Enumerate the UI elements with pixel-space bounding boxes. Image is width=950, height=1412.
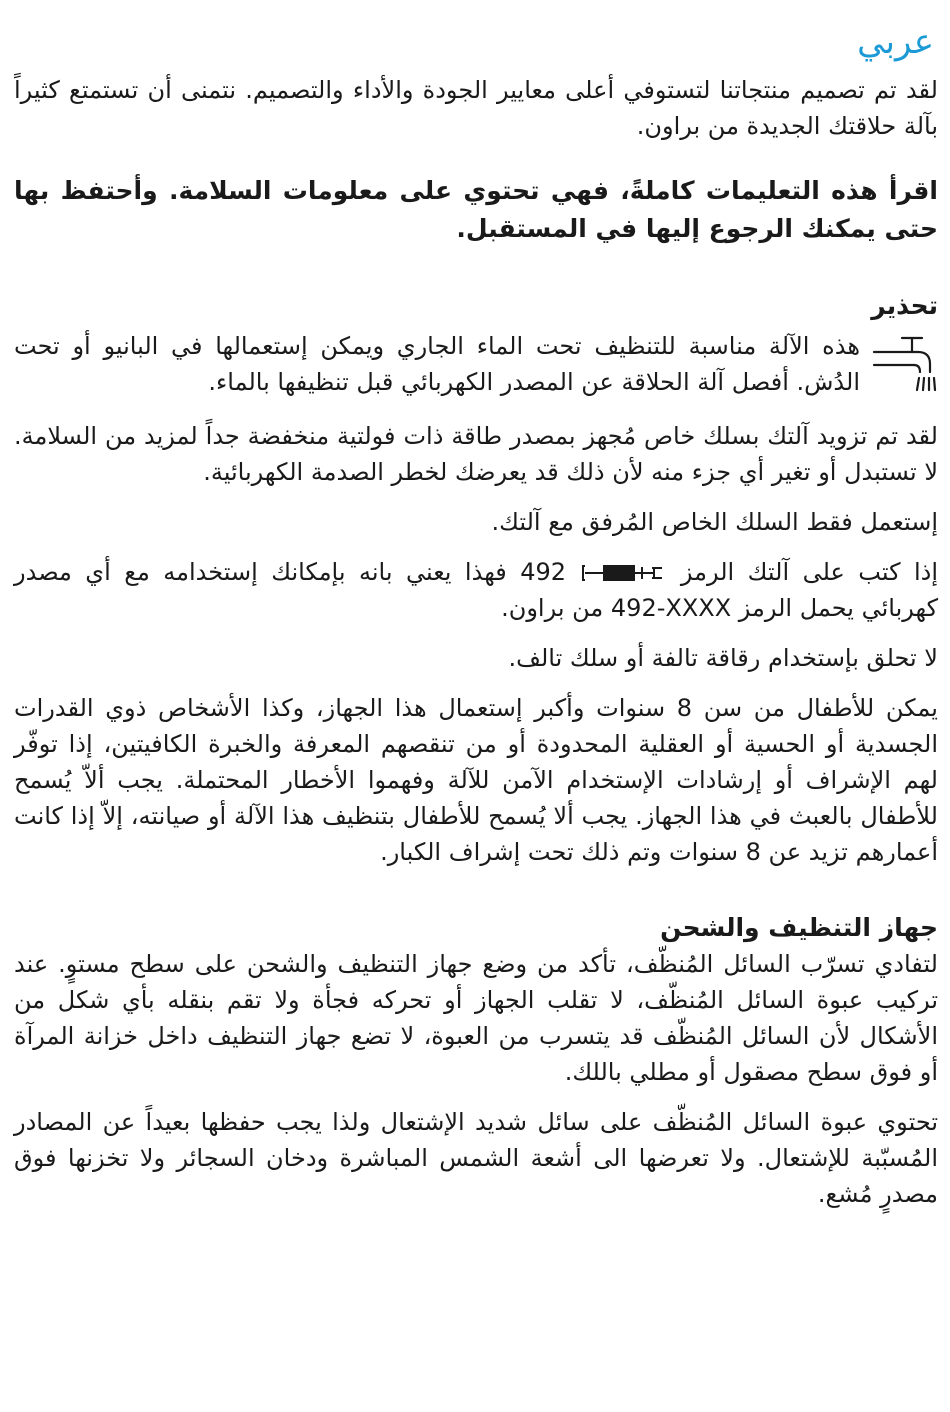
- warning-block: [14, 328, 938, 404]
- children-paragraph: يمكن للأطفال من سن 8 سنوات وأكبر إستعمال هذا الجهاز، وكذا الأشخاص ذوي القدرات الجسدية أو الحسية أو العقلية المحدودة أو من تنقصهم المعرفة والخبرة الكافيتين، إذا توفّر لهم الإشراف أو إرشادات الإستخدام الآمن للآلة وفهموا الأخطار المحتملة. يجب ألاّ يُسمح للأطفال بالعبث في هذا الجهاز. يجب ألا يُسمح للأطفال بتنظيف هذا الآلة أو صيانته، إلاّ إذا كانت أعمارهم تزيد عن 8 سنوات وتم ذلك تحت إشراف الكبار.: [14, 694, 938, 866]
- power-plug-symbol-icon: [582, 563, 664, 583]
- safety-notice: اقرأ هذه التعليمات كاملةً، فهي تحتوي على معلومات السلامة. وأحتفظ بها حتى يمكنك الرجوع إليها في المستقبل.: [14, 176, 938, 243]
- shower-water-icon: [868, 332, 938, 404]
- symbol-code: 492: [520, 558, 566, 586]
- language-title: عربي: [857, 22, 934, 62]
- cleaning-paragraph-2: تحتوي عبوة السائل المُنظّف على سائل شديد الإشتعال ولذا يجب حفظها بعيداً عن المصادر المُسبّبة للإشتعال. ولا تعرضها الى أشعة الشمس المباشرة ودخان السجائر ولا تخزنها فوق مصدرٍ مُشع.: [14, 1108, 938, 1208]
- use-cord-paragraph: إستعمل فقط السلك الخاص المُرفق مع آلتك.: [491, 508, 938, 536]
- intro-paragraph: لقد تم تصميم منتجاتنا لتستوفي أعلى معايير الجودة والأداء والتصميم. نتمنى أن تستمتع كثيراً بآلة حلاقتك الجديدة من براون.: [14, 76, 938, 140]
- symbol-text-mid: فهذا يعني بانه بإمكانك إستخدامه مع أي مصدر كهربائي يحمل الرمز: [14, 558, 938, 622]
- cleaning-section-heading: جهاز التنظيف والشحن: [660, 913, 938, 942]
- damaged-paragraph: لا تحلق بإستخدام رقاقة تالفة أو سلك تالف.: [508, 644, 938, 672]
- symbol-text-post: من براون.: [501, 594, 604, 622]
- cord-supply-paragraph: لقد تم تزويد آلتك بسلك خاص مُجهز بمصدر طاقة ذات فولتية منخفضة جداً لمزيد من السلامة. لا تستبدل أو تغير أي جزء منه لأن ذلك قد يعرضك لخطر الصدمة الكهربائية.: [14, 422, 938, 486]
- cleaning-paragraph-1: لتفادي تسرّب السائل المُنظّف، تأكد من وضع جهاز التنظيف والشحن على سطح مستوٍ. عند تركيب عبوة السائل المُنظّف، لا تقلب الجهاز أو تحركه فجأة ولا تقم بنقله بأي شكل من الأشكال لأن السائل المُنظّف قد يتسرب من العبوة، لا تضع جهاز التنظيف داخل خزانة المرآة أو فوق سطح مصقول أو مطلي باللك.: [14, 950, 938, 1086]
- warning-heading: تحذير: [871, 291, 938, 320]
- symbol-text-pre: إذا كتب على آلتك الرمز: [680, 558, 938, 586]
- model-code: 492-XXXX: [610, 594, 732, 622]
- warning-text: هذه الآلة مناسبة للتنظيف تحت الماء الجاري ويمكن إستعمالها في البانيو أو تحت الدُش. أفصل آلة الحلاقة عن المصدر الكهربائي قبل تنظيفها بالماء.: [14, 332, 860, 396]
- symbol-paragraph: [14, 554, 938, 626]
